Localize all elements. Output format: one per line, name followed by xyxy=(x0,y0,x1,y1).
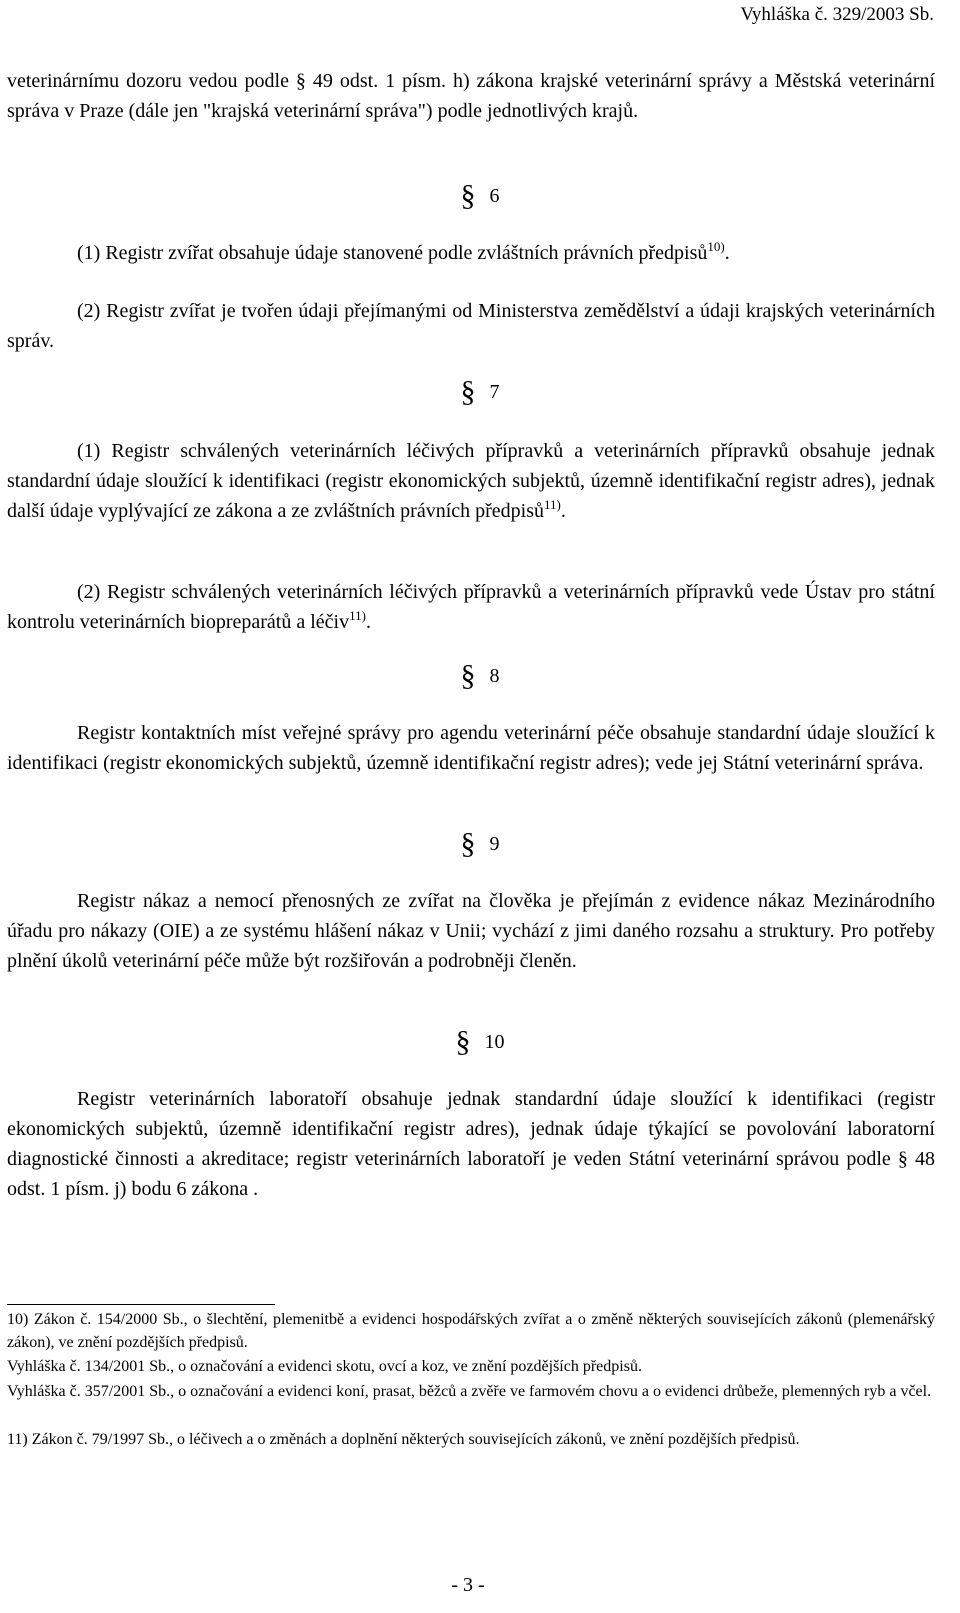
section-sign: § xyxy=(460,827,476,860)
section-7-paragraph-2 xyxy=(7,577,935,637)
section-sign: § xyxy=(460,179,476,212)
document-header: Vyhláška č. 329/2003 Sb. xyxy=(740,4,934,25)
intro-paragraph: veterinárnímu dozoru vedou podle § 49 odst. 1 písm. h) zákona krajské veterinární správy a Městská veterinární správa v Praze (dále jen "krajská veterinární správa") podle jednotlivých krajů. xyxy=(7,70,935,122)
section-10-paragraph: Registr veterinárních laboratoří obsahuje jednak standardní údaje sloužící k identifikaci (registr ekonomických subjektů, územně identifikační registr adres), jednak údaje týkající se povolování laboratorní diagnostické činnosti a akreditace; registr veterinárních laboratoří je veden Státní veterinární správou podle § 48 odst. 1 písm. j) bodu 6 zákona . xyxy=(7,1088,935,1200)
section-7-heading xyxy=(0,375,960,408)
section-7-paragraph-1 xyxy=(7,436,935,526)
section-8-paragraph: Registr kontaktních míst veřejné správy pro agendu veterinární péče obsahuje standardní údaje sloužící k identifikaci (registr ekonomických subjektů, územně identifikační registr adres); vede jej Státní veterinární správa. xyxy=(7,722,935,774)
footnote-11: 11) Zákon č. 79/1997 Sb., o léčivech a o změnách a doplnění některých souvisejících zákonů, ve znění pozdějších předpisů. xyxy=(7,1431,800,1448)
section-sign: § xyxy=(460,375,476,408)
footnote-10-continued-2: Vyhláška č. 357/2001 Sb., o označování a evidenci koní, prasat, běžců a zvěře ve farmovém chovu a o evidenci drůbeže, plemenných ryb a včel. xyxy=(7,1383,932,1400)
footnote-separator xyxy=(7,1304,275,1305)
section-number: 9 xyxy=(489,833,500,855)
section-9-paragraph: Registr nákaz a nemocí přenosných ze zvířat na člověka je přejímán z evidence nákaz Mezinárodního úřadu pro nákazy (OIE) a ze systému hlášení nákaz v Unii; vychází z jimi daného rozsahu a struktury. Pro potřeby plnění úkolů veterinární péče může být rozšiřován a podrobněji členěn. xyxy=(7,890,935,972)
footnote-10-continued-1: Vyhláška č. 134/2001 Sb., o označování a evidenci skotu, ovcí a koz, ve znění pozdějších předpisů. xyxy=(7,1358,642,1375)
paragraph-end: . xyxy=(365,611,371,633)
section-number: 10 xyxy=(484,1031,505,1053)
footnote-10: 10) Zákon č. 154/2000 Sb., o šlechtění, plemenitbě a evidenci hospodářských zvířat a o změně některých souvisejících zákonů (plemenářský zákon), ve znění pozdějších předpisů. xyxy=(7,1311,935,1351)
section-number: 6 xyxy=(489,185,500,207)
section-sign: § xyxy=(460,659,476,692)
section-sign: § xyxy=(455,1025,471,1058)
paragraph-text: (2) Registr schválených veterinárních léčivých přípravků a veterinárních přípravků vede Ústav pro státní kontrolu veterinárních biopreparátů a léčiv xyxy=(7,581,935,633)
section-number: 7 xyxy=(489,381,500,403)
footnote-ref: 11) xyxy=(544,497,561,512)
paragraph-text: (1) Registr schválených veterinárních léčivých přípravků a veterinárních přípravků obsahuje jednak standardní údaje sloužící k identifikaci (registr ekonomických subjektů, územně identifikační registr adres), jednak další údaje vyplývající ze zákona a ze zvláštních právních předpisů xyxy=(7,440,935,522)
paragraph-text: (1) Registr zvířat obsahuje údaje stanovené podle zvláštních právních předpisů xyxy=(77,242,708,264)
section-6-heading xyxy=(0,179,960,212)
section-8-heading xyxy=(0,659,960,692)
section-10-heading xyxy=(0,1025,960,1058)
section-9-heading xyxy=(0,827,960,860)
paragraph-end: . xyxy=(724,242,730,264)
section-6-paragraph-2: (2) Registr zvířat je tvořen údaji přejímanými od Ministerstva zemědělství a údaji krajských veterinárních správ. xyxy=(7,300,935,352)
footnote-ref: 10) xyxy=(707,239,725,254)
section-6-paragraph-1 xyxy=(7,238,935,268)
paragraph-end: . xyxy=(560,500,566,522)
section-number: 8 xyxy=(489,665,500,687)
page-number: - 3 - xyxy=(451,1574,485,1596)
footnote-ref: 11) xyxy=(349,608,366,623)
